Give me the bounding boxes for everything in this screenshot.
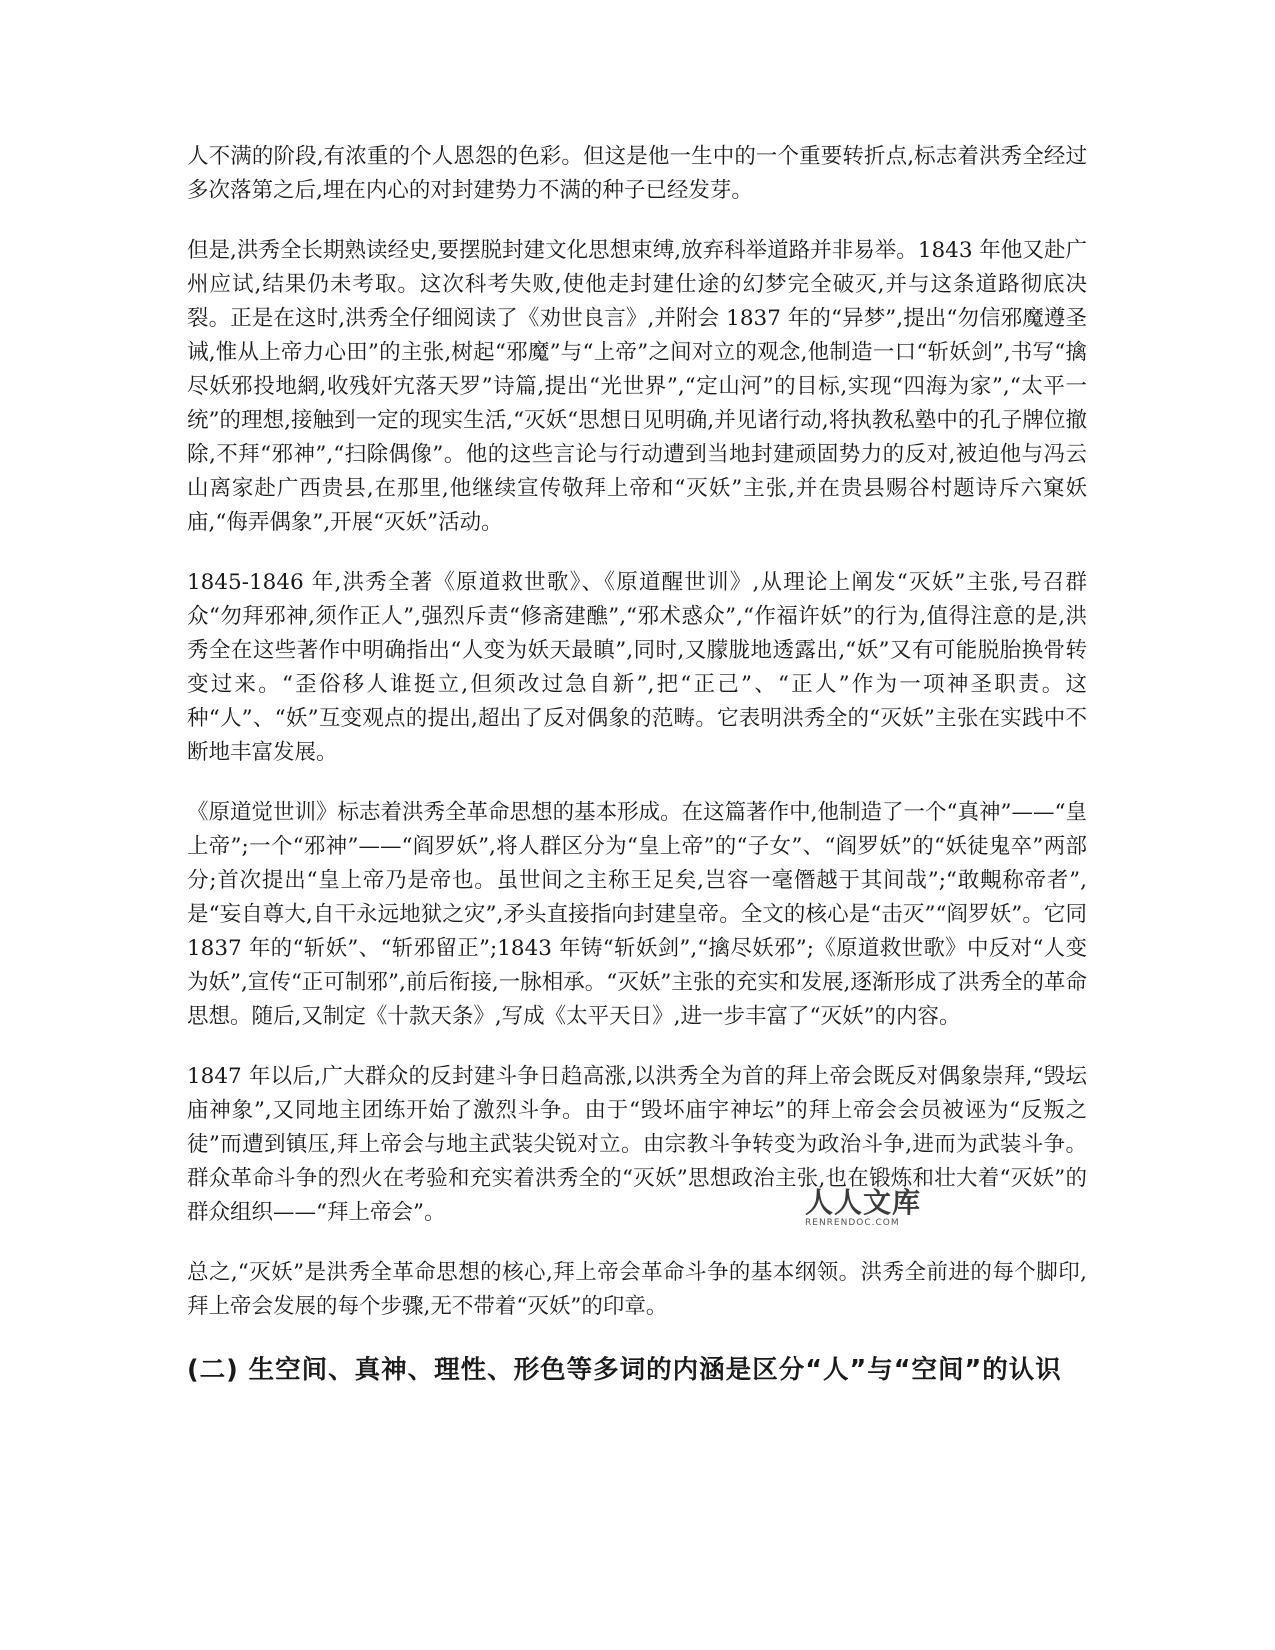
document-body	[187, 140, 1087, 1390]
watermark-logo-text: 人人文库	[805, 1186, 922, 1219]
paragraph-4: 《原道觉世训》标志着洪秀全革命思想的基本形成。在这篇著作中,他制造了一个“真神”——“皇上帝”;一个“邪神”——“阎罗妖”,将人群区分为“皇上帝”的“子女”、“阎罗妖”的“妖徒鬼卒”两部分;首次提出“皇上帝乃是帝也。虽世间之主称王足矣,岂容一毫僭越于其间哉”;“敢覥称帝者”,是“妄自尊大,自干永远地狱之灾”,矛头直接指向封建皇帝。全文的核心是“击灭”“阎罗妖”。它同 1837 年的“斩妖”、“斩邪留正”;1843 年铸“斩妖剑”,“擒尽妖邪”;《原道救世歌》中反对“人变为妖”,宣传“正可制邪”,前后衔接,一脉相承。“灭妖”主张的充实和发展,逐渐形成了洪秀全的革命思想。随后,又制定《十款天条》,写成《太平天日》,进一步丰富了“灭妖”的内容。	[187, 800, 1087, 1029]
paragraph-5: 1847 年以后,广大群众的反封建斗争日趋高涨,以洪秀全为首的拜上帝会既反对偶象崇拜,“毁坛庙神象”,又同地主团练开始了激烈斗争。由于“毁坏庙宇神坛”的拜上帝会会员被诬为“反叛之徒”而遭到镇压,拜上帝会与地主武装尖锐对立。由宗教斗争转变为政治斗争,进而为武装斗争。群众革命斗争的烈火在考验和充实着洪秀全的“灭妖”思想政治主张,也在锻炼和壮大着“灭妖”的群众组织——“拜上帝会”。	[187, 1064, 1087, 1225]
paragraph-6: 总之,“灭妖”是洪秀全革命思想的核心,拜上帝会革命斗争的基本纲领。洪秀全前进的每个脚印,拜上帝会发展的每个步骤,无不带着“灭妖”的印章。	[187, 1260, 1087, 1319]
watermark-logo	[805, 1188, 945, 1232]
watermark-logo-subtext: RENRENDOC.COM	[805, 1218, 900, 1228]
paragraph-1: 人不满的阶段,有浓重的个人恩怨的色彩。但这是他一生中的一个重要转折点,标志着洪秀全经过多次落第之后,埋在内心的对封建势力不满的种子已经发芽。	[187, 144, 1087, 203]
section-heading: (二) 生空间、真神、理性、形色等多词的内涵是区分“人”与“空间”的认识	[187, 1355, 1062, 1385]
paragraph-3: 1845-1846 年,洪秀全著《原道救世歌》、《原道醒世训》,从理论上阐发“灭妖”主张,号召群众“勿拜邪神,须作正人”,强烈斥责“修斋建醮”,“邪术惑众”,“作福许妖”的行为,值得注意的是,洪秀全在这些著作中明确指出“人变为妖天最瞋”,同时,又朦胧地透露出,“妖”又有可能脱胎换骨转变过来。“歪俗移人谁挺立,但须改过急自新”,把“正己”、“正人”作为一项神圣职责。这种“人”、“妖”互变观点的提出,超出了反对偶象的范畴。它表明洪秀全的“灭妖”主张在实践中不断地丰富发展。	[187, 570, 1087, 765]
paragraph-2: 但是,洪秀全长期熟读经史,要摆脱封建文化思想束缚,放弃科举道路并非易举。1843 年他又赴广州应试,结果仍未考取。这次科考失败,使他走封建仕途的幻梦完全破灭,并与这条道路彻底决裂。正是在这时,洪秀全仔细阅读了《劝世良言》,并附会 1837 年的“异梦”,提出“勿信邪魔遵圣诫,惟从上帝力心田”的主张,树起“邪魔”与“上帝”之间对立的观念,他制造一口“斩妖剑”,书写“擒尽妖邪投地網,收残奸宄落天罗”诗篇,提出“光世界”,“定山河”的目标,实现“四海为家”,“太平一统”的理想,接触到一定的现实生活,“灭妖“思想日见明确,并见诸行动,将执教私塾中的孔子牌位撤除,不拜“邪神”,“扫除偶像”。他的这些言论与行动遭到当地封建顽固势力的反对,被迫他与冯云山离家赴广西贵县,在那里,他继续宣传敬拜上帝和“灭妖”主张,并在贵县赐谷村题诗斥六窠妖庙,“侮弄偶象”,开展“灭妖”活动。	[187, 238, 1087, 535]
